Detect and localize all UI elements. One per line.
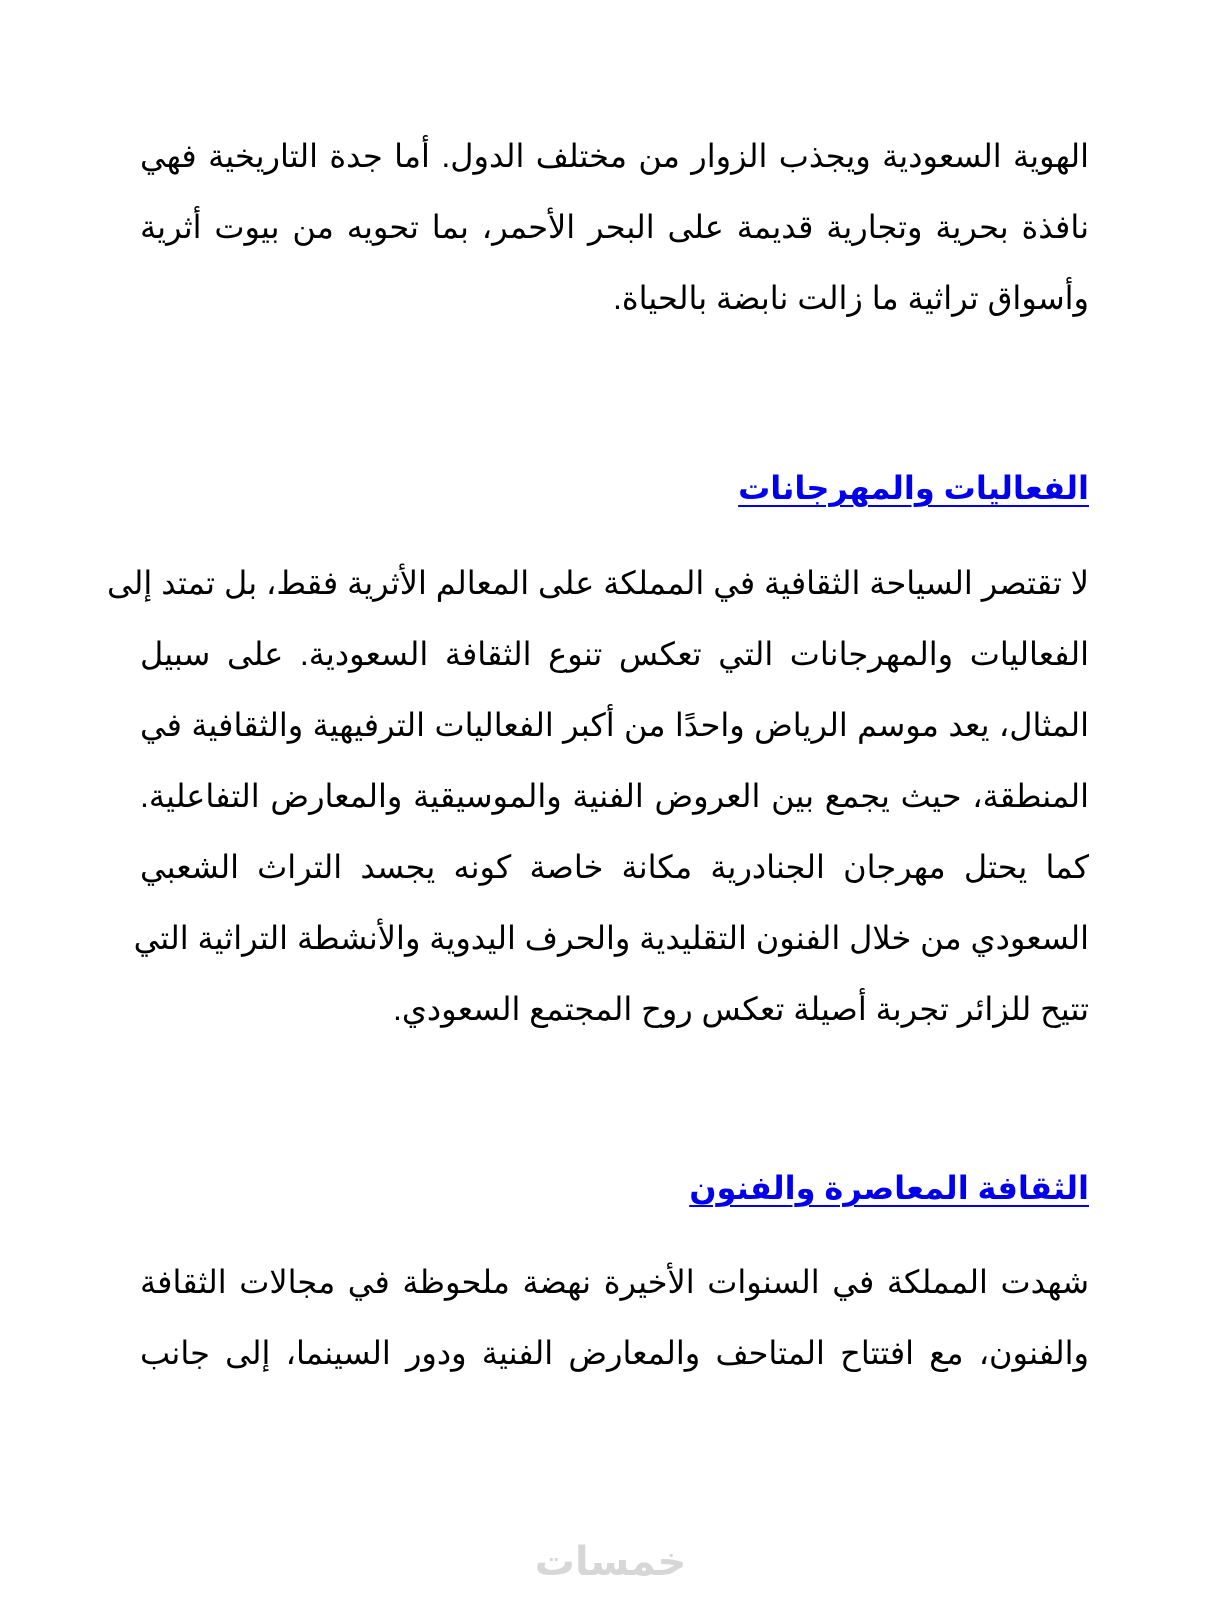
- arts-line-1: شهدت المملكة في السنوات الأخيرة نهضة ملحوظة في مجالات الثقافة: [140, 1264, 1090, 1300]
- events-line-4: المنطقة، حيث يجمع بين العروض الفنية والموسيقية والمعارض التفاعلية.: [140, 778, 1089, 814]
- heading-events-festivals[interactable]: الفعاليات والمهرجانات: [738, 470, 1089, 506]
- paragraph-1-line-1: الهوية السعودية ويجذب الزوار من مختلف الدول. أما جدة التاريخية فهي: [140, 138, 1089, 174]
- events-line-2: الفعاليات والمهرجانات التي تعكس تنوع الثقافة السعودية. على سبيل: [140, 636, 1089, 672]
- events-line-7: تتيح للزائر تجربة أصيلة تعكس روح المجتمع السعودي.: [392, 991, 1089, 1027]
- heading-contemporary-arts[interactable]: الثقافة المعاصرة والفنون: [689, 1170, 1089, 1206]
- events-line-5: كما يحتل مهرجان الجنادرية مكانة خاصة كونه يجسد التراث الشعبي: [140, 849, 1089, 885]
- watermark-logo: خمسات: [534, 1540, 687, 1584]
- paragraph-1-line-2: نافذة بحرية وتجارية قديمة على البحر الأحمر، بما تحويه من بيوت أثرية: [140, 209, 1089, 245]
- events-line-3: المثال، يعد موسم الرياض واحدًا من أكبر الفعاليات الترفيهية والثقافية في: [140, 707, 1090, 743]
- arts-line-2: والفنون، مع افتتاح المتاحف والمعارض الفنية ودور السينما، إلى جانب: [140, 1335, 1090, 1371]
- events-line-6: السعودي من خلال الفنون التقليدية والحرف اليدوية والأنشطة التراثية التي: [133, 920, 1089, 956]
- events-line-1: لا تقتصر السياحة الثقافية في المملكة على المعالم الأثرية فقط، بل تمتد إلى: [107, 565, 1089, 601]
- paragraph-1-line-3: وأسواق تراثية ما زالت نابضة بالحياة.: [612, 280, 1089, 316]
